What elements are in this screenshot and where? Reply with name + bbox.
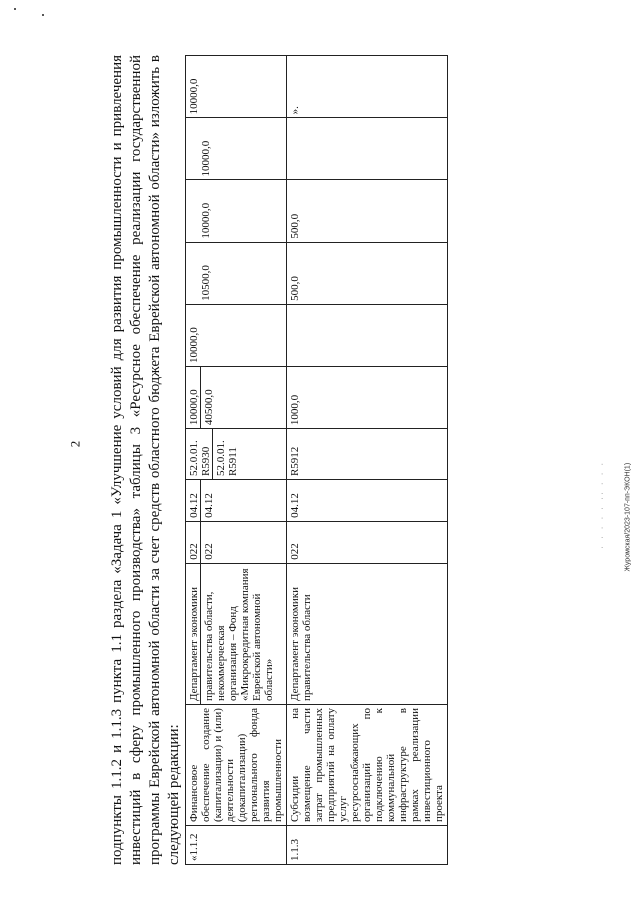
row-code: [186, 521, 287, 563]
row-total: [186, 367, 287, 429]
section-1: 04.12: [188, 493, 200, 518]
row-year-value: [287, 118, 448, 180]
article-1: 52.0.01. R5930: [188, 440, 212, 477]
scan-speck: [42, 14, 44, 16]
executor-line-1: Департамент экономики: [188, 587, 200, 702]
year-2024-value: 10500,0: [200, 265, 212, 301]
row-article: R5912: [287, 429, 448, 480]
year-2025-value: 10000,0: [200, 202, 212, 239]
scan-speck: [14, 8, 16, 10]
article-2: 52.0.01. R5911: [212, 429, 239, 479]
row-executor: Департамент экономики правительства области: [287, 563, 448, 704]
row-code: 022: [287, 521, 448, 563]
resource-table: [185, 55, 448, 865]
page-number: 2: [67, 440, 83, 448]
table-row: [186, 56, 287, 865]
row-year-value: 500,0: [287, 180, 448, 242]
year-2026-value: 10000,0: [200, 140, 212, 177]
rotated-content: [108, 55, 478, 865]
row-year-value: [186, 118, 287, 180]
closing-quote: ».: [289, 106, 301, 115]
row-name: Финансовое обеспечение создание (капитализации) и (или) деятельности (докапитализации) регионального фонда развития промышленности: [186, 705, 287, 826]
row-year-value: [186, 180, 287, 242]
row-section: [186, 480, 287, 522]
intro-paragraph: подпункты 1.1.2 и 1.1.3 пункта 1.1 раздела «Задача 1 «Улучшение условий для развития промышленности и привлечения инвестиций в сферу промышленного производства» таблицы 3 «Ресурсное обеспечение реализации государственной программы Еврейской автономной области за счет средств областного бюджета Еврейской автономной области» изложить в следующей редакции:: [109, 55, 182, 865]
row-year-value: [186, 242, 287, 304]
row-year-value: 10000,0: [186, 56, 287, 118]
total-2: 40500,0: [200, 367, 215, 428]
section-2: 04.12: [200, 480, 215, 521]
row-index: 1.1.3: [287, 826, 448, 865]
row-article: [186, 429, 287, 480]
executor-line-2: правительства области, некоммерческая организация – Фонд «Микрокредитная компания Еврейской автономной области»: [200, 564, 275, 704]
scan-noise: · · · · · ·· · · ·: [599, 460, 607, 549]
row-closing: [287, 56, 448, 118]
row-year-value: 500,0: [287, 242, 448, 304]
code-1: 022: [188, 543, 200, 560]
row-section: 04.12: [287, 480, 448, 522]
row-name: Субсидии на возмещение части затрат промышленных предприятий на оплату услуг ресурсоснабжающих организаций по подключению к коммунальной инфраструктуре в рамках реализации инвестиционного проекта: [287, 705, 448, 826]
row-total: 1000,0: [287, 367, 448, 429]
row-executor: [186, 563, 287, 704]
total-1: 10000,0: [188, 389, 200, 426]
row-year-value: 10000,0: [186, 304, 287, 366]
code-2: 022: [200, 522, 215, 563]
row-year-value: [287, 304, 448, 366]
row-index: «1.1.2: [186, 826, 287, 865]
document-code: Журомская/2023-107-пп-ЭКОН(1): [624, 462, 632, 572]
table-row: [287, 56, 448, 865]
